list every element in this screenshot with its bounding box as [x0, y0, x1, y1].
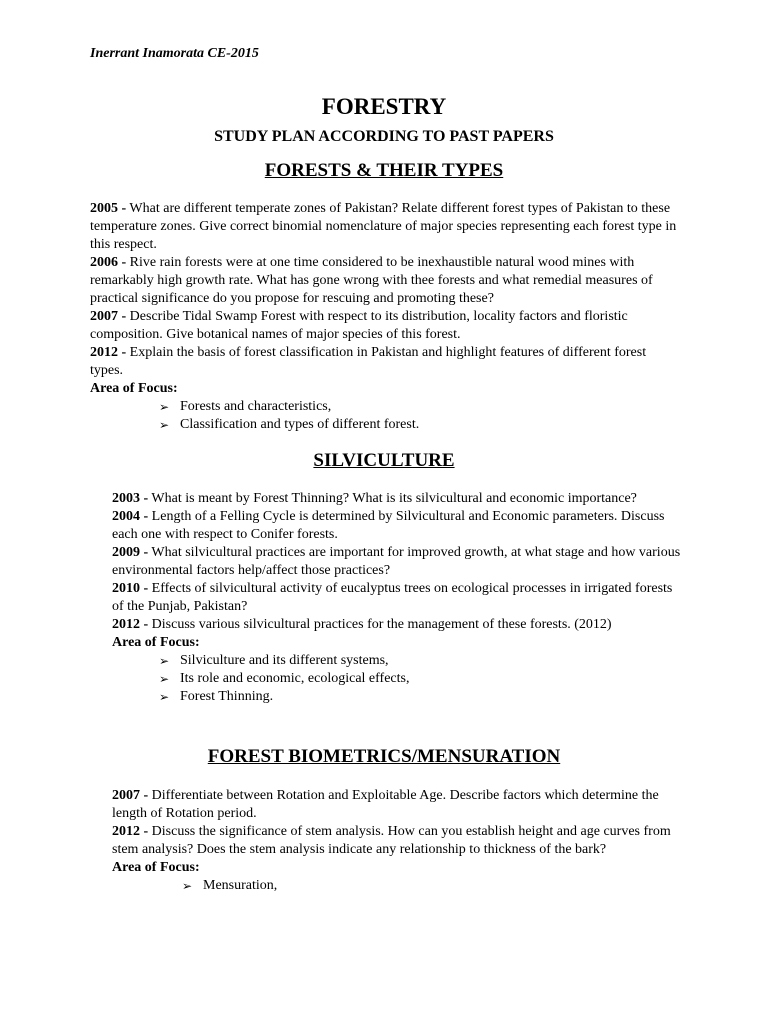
document-subtitle: STUDY PLAN ACCORDING TO PAST PAPERS: [214, 128, 554, 145]
question-item: [90, 200, 682, 254]
question-item: [90, 344, 682, 380]
question-text: Rive rain forests were at one time considered to be inexhaustible natural wood mines with remarkably high growth rate. What has gone wrong with thee forests and what remedial measures of practical significance do you propose for rescuing and promoting these?: [90, 255, 653, 306]
question-year: 2012 -: [112, 824, 149, 839]
question-year: 2007 -: [90, 309, 127, 324]
area-of-focus-label: Area of Focus:: [90, 381, 178, 396]
focus-item: [159, 398, 682, 416]
question-item: [112, 787, 682, 823]
focus-item: [159, 688, 682, 706]
focus-item-text: Forests and characteristics,: [180, 399, 332, 414]
section-silviculture: [112, 490, 682, 706]
question-text: Discuss the significance of stem analysis. How can you establish height and age curves from stem analysis? Does the stem analysis indicate any relationship to thickness of the bark?: [112, 824, 671, 857]
focus-item-text: Classification and types of different forest.: [180, 417, 420, 432]
question-item: [112, 508, 682, 544]
document-title: FORESTRY: [321, 94, 447, 119]
question-year: 2006 -: [90, 255, 127, 270]
section-forest-types: [90, 200, 682, 434]
question-item: [112, 580, 682, 616]
section-heading-forest-types: FORESTS & THEIR TYPES: [264, 160, 504, 181]
focus-item-text: Silviculture and its different systems,: [180, 653, 389, 668]
question-item: [112, 490, 682, 508]
question-year: 2012 -: [90, 345, 127, 360]
question-text: Differentiate between Rotation and Exploitable Age. Describe factors which determine the length of Rotation period.: [112, 788, 659, 821]
question-year: 2012 -: [112, 617, 149, 632]
focus-item-text: Forest Thinning.: [180, 689, 274, 704]
focus-item: [159, 652, 682, 670]
question-text: Explain the basis of forest classification in Pakistan and highlight features of different forest types.: [90, 345, 647, 378]
question-year: 2003 -: [112, 491, 149, 506]
question-text: What are different temperate zones of Pakistan? Relate different forest types of Pakistan to these temperature zones. Give correct binomial nomenclature of major species representing each forest type in this respect.: [90, 201, 677, 252]
question-text: Length of a Felling Cycle is determined by Silvicultural and Economic parameters. Discuss each one with respect to Conifer forests.: [112, 509, 665, 542]
focus-item: [159, 416, 682, 434]
focus-item-text: Mensuration,: [203, 878, 278, 893]
question-item: [90, 308, 682, 344]
focus-item: [182, 877, 682, 895]
focus-item-text: Its role and economic, ecological effects,: [180, 671, 410, 686]
focus-item: [159, 670, 682, 688]
question-year: 2007 -: [112, 788, 149, 803]
question-text: Discuss various silvicultural practices for the management of these forests. (2012): [148, 617, 612, 632]
question-item: [90, 254, 682, 308]
question-year: 2009 -: [112, 545, 149, 560]
focus-list: [159, 398, 682, 434]
area-of-focus-label: Area of Focus:: [112, 635, 200, 650]
question-text: What silvicultural practices are important for improved growth, at what stage and how various environmental factors help/affect those practices?: [112, 545, 681, 578]
section-mensuration: [112, 787, 682, 895]
question-item: [112, 823, 682, 859]
section-heading-mensuration: FOREST BIOMETRICS/MENSURATION: [207, 746, 561, 767]
focus-list: [182, 877, 682, 895]
question-text: Effects of silvicultural activity of eucalyptus trees on ecological processes in irrigated forests of the Punjab, Pakistan?: [112, 581, 673, 614]
section-heading-silviculture: SILVICULTURE: [313, 450, 455, 471]
focus-list: [159, 652, 682, 706]
question-text: Describe Tidal Swamp Forest with respect to its distribution, locality factors and floristic composition. Give botanical names of major species of this forest.: [90, 309, 628, 342]
question-item: [112, 544, 682, 580]
author-header: Inerrant Inamorata CE-2015: [90, 46, 259, 61]
arrow-bullet-icon: ➢: [159, 400, 170, 414]
arrow-bullet-icon: ➢: [159, 690, 170, 704]
question-year: 2010 -: [112, 581, 149, 596]
arrow-bullet-icon: ➢: [159, 654, 170, 668]
question-year: 2005 -: [90, 201, 127, 216]
question-text: What is meant by Forest Thinning? What is its silvicultural and economic importance?: [148, 491, 637, 506]
question-item: [112, 616, 682, 634]
question-year: 2004 -: [112, 509, 149, 524]
area-of-focus-label: Area of Focus:: [112, 860, 200, 875]
arrow-bullet-icon: ➢: [182, 879, 193, 893]
arrow-bullet-icon: ➢: [159, 672, 170, 686]
arrow-bullet-icon: ➢: [159, 418, 170, 432]
